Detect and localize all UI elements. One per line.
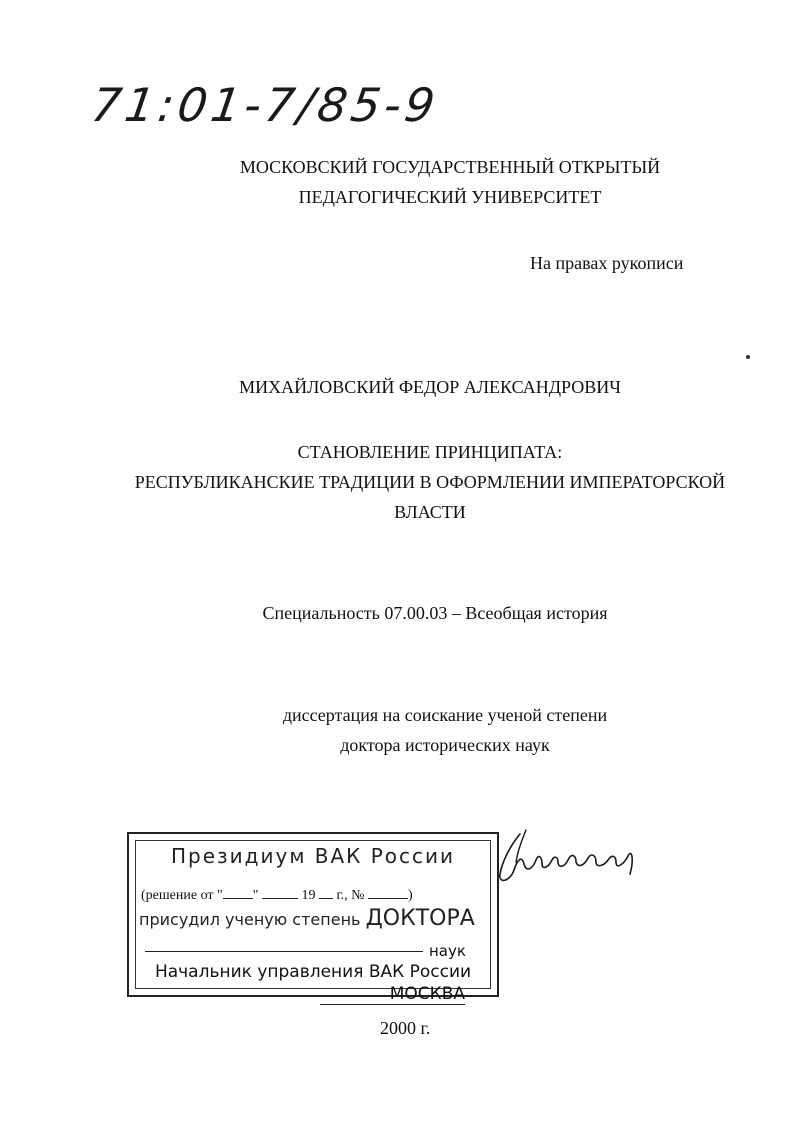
dissertation-degree [100, 700, 790, 760]
decision-suffix: ) [407, 888, 413, 903]
title-line-1: СТАНОВЛЕНИЕ ПРИНЦИПАТА: [297, 442, 563, 462]
sciences-label: наук [429, 942, 466, 960]
title-line-2: РЕСПУБЛИКАНСКИЕ ТРАДИЦИИ В ОФОРМЛЕНИИ ИМПЕРАТОРСКОЙ [134, 472, 726, 492]
stamp-decision-line [141, 886, 413, 904]
stamp-city-line [165, 984, 465, 1004]
archive-number-handwritten: 71:01-7/85-9 [88, 78, 443, 132]
decision-year-blank [319, 886, 333, 899]
signature-stroke-accent [516, 830, 526, 862]
decision-number-blank [368, 886, 408, 899]
stamp-awarded-line [139, 906, 475, 931]
decision-prefix: (решение от " [141, 888, 223, 903]
sciences-blank [145, 951, 423, 952]
dissertation-line-1: диссертация на соискание ученой степени [282, 705, 608, 725]
decision-number-label: г., № [336, 888, 365, 903]
stamp-sciences-line [145, 942, 483, 960]
rights-note: На правах рукописи [530, 253, 684, 273]
decision-year: 19 [301, 888, 316, 903]
signature-handwritten [492, 826, 642, 896]
university-line-2: ПЕДАГОГИЧЕСКИЙ УНИВЕРСИТЕТ [298, 187, 602, 207]
decision-day-blank [223, 886, 253, 899]
university-line-1: МОСКОВСКИЙ ГОСУДАРСТВЕННЫЙ ОТКРЫТЫЙ [239, 157, 661, 177]
stamp-title: Президиум ВАК России [170, 844, 456, 868]
university-name [150, 152, 750, 212]
degree-level: ДОКТОРА [365, 906, 475, 931]
vak-stamp [127, 832, 499, 1004]
signature-stroke [500, 834, 632, 880]
scan-speck [746, 355, 750, 359]
awarded-text: присудил ученую степень [139, 910, 361, 929]
year: 2000 г. [380, 1018, 431, 1038]
stamp-city: МОСКВА [320, 984, 465, 1005]
thesis-title [60, 437, 793, 527]
dissertation-line-2: доктора исторических наук [340, 735, 550, 755]
decision-month-blank [262, 886, 298, 899]
stamp-head-line: Начальник управления ВАК России [154, 962, 472, 982]
author-name: МИХАЙЛОВСКИЙ ФЕДОР АЛЕКСАНДРОВИЧ [239, 377, 621, 397]
title-line-3: ВЛАСТИ [394, 502, 466, 522]
specialty: Специальность 07.00.03 – Всеобщая история [262, 603, 608, 623]
decision-quote: " [252, 888, 259, 903]
